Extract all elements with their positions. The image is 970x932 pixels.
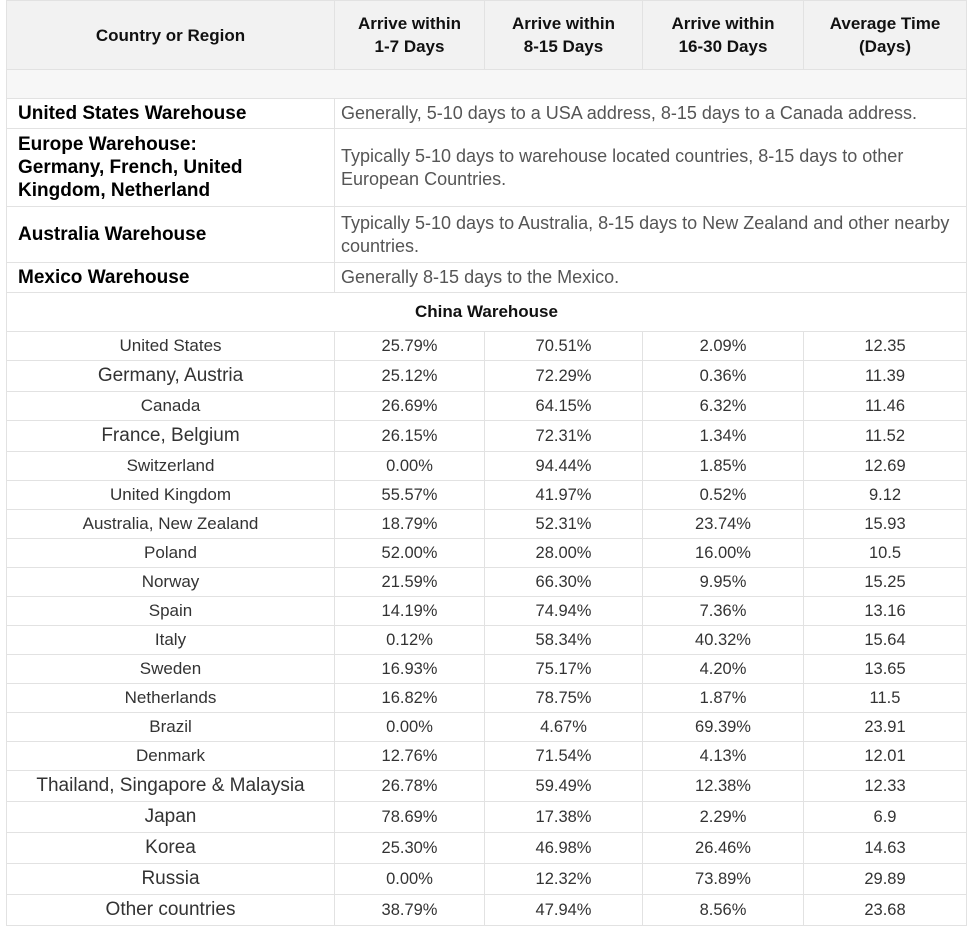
table-row xyxy=(7,742,967,771)
table-row xyxy=(7,361,967,392)
pct-16-30-cell: 26.46% xyxy=(643,833,804,864)
avg-days-cell: 23.91 xyxy=(804,713,967,742)
table-row xyxy=(7,684,967,713)
section-title: China Warehouse xyxy=(7,293,967,332)
pct-1-7-cell: 25.79% xyxy=(335,332,485,361)
pct-1-7-cell: 25.12% xyxy=(335,361,485,392)
pct-16-30-cell: 12.38% xyxy=(643,771,804,802)
table-row xyxy=(7,568,967,597)
country-cell: Spain xyxy=(7,597,335,626)
pct-16-30-cell: 23.74% xyxy=(643,510,804,539)
pct-16-30-cell: 0.52% xyxy=(643,481,804,510)
country-cell: Thailand, Singapore & Malaysia xyxy=(7,771,335,802)
pct-16-30-cell: 1.85% xyxy=(643,452,804,481)
warehouse-description: Typically 5-10 days to Australia, 8-15 days to New Zealand and other nearby countries. xyxy=(335,207,967,263)
pct-1-7-cell: 0.00% xyxy=(335,452,485,481)
pct-1-7-cell: 26.15% xyxy=(335,421,485,452)
pct-1-7-cell: 25.30% xyxy=(335,833,485,864)
pct-8-15-cell: 72.31% xyxy=(485,421,643,452)
country-cell: Other countries xyxy=(7,895,335,926)
pct-1-7-cell: 52.00% xyxy=(335,539,485,568)
country-cell: Sweden xyxy=(7,655,335,684)
avg-days-cell: 13.16 xyxy=(804,597,967,626)
pct-1-7-cell: 55.57% xyxy=(335,481,485,510)
header-row xyxy=(7,1,967,70)
pct-8-15-cell: 52.31% xyxy=(485,510,643,539)
table-row xyxy=(7,655,967,684)
pct-1-7-cell: 38.79% xyxy=(335,895,485,926)
pct-1-7-cell: 78.69% xyxy=(335,802,485,833)
warehouse-row-us xyxy=(7,99,967,129)
table-row xyxy=(7,626,967,655)
pct-8-15-cell: 59.49% xyxy=(485,771,643,802)
table-row xyxy=(7,895,967,926)
avg-days-cell: 12.69 xyxy=(804,452,967,481)
pct-8-15-cell: 47.94% xyxy=(485,895,643,926)
header-1-7-days: Arrive within 1-7 Days xyxy=(335,1,485,70)
pct-1-7-cell: 21.59% xyxy=(335,568,485,597)
country-cell: United Kingdom xyxy=(7,481,335,510)
pct-8-15-cell: 74.94% xyxy=(485,597,643,626)
table-row xyxy=(7,481,967,510)
table-row xyxy=(7,421,967,452)
pct-8-15-cell: 72.29% xyxy=(485,361,643,392)
avg-days-cell: 13.65 xyxy=(804,655,967,684)
spacer-row xyxy=(7,70,967,99)
china-warehouse-rows xyxy=(7,332,967,926)
pct-1-7-cell: 14.19% xyxy=(335,597,485,626)
pct-16-30-cell: 9.95% xyxy=(643,568,804,597)
pct-16-30-cell: 16.00% xyxy=(643,539,804,568)
header-16-30-days: Arrive within 16-30 Days xyxy=(643,1,804,70)
avg-days-cell: 9.12 xyxy=(804,481,967,510)
pct-16-30-cell: 8.56% xyxy=(643,895,804,926)
pct-8-15-cell: 66.30% xyxy=(485,568,643,597)
country-cell: Switzerland xyxy=(7,452,335,481)
pct-1-7-cell: 0.00% xyxy=(335,864,485,895)
header-8-15-days: Arrive within 8-15 Days xyxy=(485,1,643,70)
avg-days-cell: 15.64 xyxy=(804,626,967,655)
pct-1-7-cell: 0.12% xyxy=(335,626,485,655)
warehouse-name: United States Warehouse xyxy=(7,99,335,129)
warehouse-row-australia xyxy=(7,207,967,263)
pct-8-15-cell: 12.32% xyxy=(485,864,643,895)
pct-16-30-cell: 4.13% xyxy=(643,742,804,771)
pct-1-7-cell: 26.69% xyxy=(335,392,485,421)
avg-days-cell: 23.68 xyxy=(804,895,967,926)
country-cell: Norway xyxy=(7,568,335,597)
pct-16-30-cell: 7.36% xyxy=(643,597,804,626)
avg-days-cell: 11.52 xyxy=(804,421,967,452)
table-row xyxy=(7,597,967,626)
pct-1-7-cell: 0.00% xyxy=(335,713,485,742)
table-row xyxy=(7,392,967,421)
pct-16-30-cell: 6.32% xyxy=(643,392,804,421)
avg-days-cell: 12.01 xyxy=(804,742,967,771)
country-cell: Brazil xyxy=(7,713,335,742)
pct-1-7-cell: 18.79% xyxy=(335,510,485,539)
pct-1-7-cell: 26.78% xyxy=(335,771,485,802)
pct-8-15-cell: 41.97% xyxy=(485,481,643,510)
shipping-time-table xyxy=(6,0,967,926)
header-average-time: Average Time (Days) xyxy=(804,1,967,70)
country-cell: United States xyxy=(7,332,335,361)
pct-1-7-cell: 12.76% xyxy=(335,742,485,771)
country-cell: Germany, Austria xyxy=(7,361,335,392)
country-cell: Canada xyxy=(7,392,335,421)
pct-16-30-cell: 73.89% xyxy=(643,864,804,895)
table-row xyxy=(7,802,967,833)
pct-1-7-cell: 16.93% xyxy=(335,655,485,684)
avg-days-cell: 29.89 xyxy=(804,864,967,895)
country-cell: Italy xyxy=(7,626,335,655)
warehouse-name: Australia Warehouse xyxy=(7,207,335,263)
country-cell: Russia xyxy=(7,864,335,895)
pct-8-15-cell: 70.51% xyxy=(485,332,643,361)
warehouse-name: Europe Warehouse: Germany, French, United Kingdom, Netherland xyxy=(7,129,335,207)
country-cell: France, Belgium xyxy=(7,421,335,452)
avg-days-cell: 12.35 xyxy=(804,332,967,361)
table-row xyxy=(7,452,967,481)
pct-16-30-cell: 4.20% xyxy=(643,655,804,684)
warehouse-description: Generally 8-15 days to the Mexico. xyxy=(335,263,967,293)
pct-16-30-cell: 2.09% xyxy=(643,332,804,361)
pct-16-30-cell: 40.32% xyxy=(643,626,804,655)
pct-8-15-cell: 46.98% xyxy=(485,833,643,864)
warehouse-description: Typically 5-10 days to warehouse located countries, 8-15 days to other European Countries. xyxy=(335,129,967,207)
table-row xyxy=(7,713,967,742)
avg-days-cell: 10.5 xyxy=(804,539,967,568)
avg-days-cell: 11.46 xyxy=(804,392,967,421)
country-cell: Denmark xyxy=(7,742,335,771)
section-row xyxy=(7,293,967,332)
avg-days-cell: 11.5 xyxy=(804,684,967,713)
pct-8-15-cell: 4.67% xyxy=(485,713,643,742)
pct-8-15-cell: 28.00% xyxy=(485,539,643,568)
table-row xyxy=(7,539,967,568)
pct-8-15-cell: 75.17% xyxy=(485,655,643,684)
avg-days-cell: 11.39 xyxy=(804,361,967,392)
avg-days-cell: 15.25 xyxy=(804,568,967,597)
table-row xyxy=(7,332,967,361)
pct-8-15-cell: 58.34% xyxy=(485,626,643,655)
pct-1-7-cell: 16.82% xyxy=(335,684,485,713)
pct-8-15-cell: 94.44% xyxy=(485,452,643,481)
table-row xyxy=(7,833,967,864)
avg-days-cell: 6.9 xyxy=(804,802,967,833)
country-cell: Netherlands xyxy=(7,684,335,713)
pct-16-30-cell: 1.34% xyxy=(643,421,804,452)
pct-8-15-cell: 17.38% xyxy=(485,802,643,833)
warehouse-name: Mexico Warehouse xyxy=(7,263,335,293)
warehouse-row-mexico xyxy=(7,263,967,293)
pct-8-15-cell: 78.75% xyxy=(485,684,643,713)
pct-16-30-cell: 1.87% xyxy=(643,684,804,713)
pct-8-15-cell: 71.54% xyxy=(485,742,643,771)
pct-16-30-cell: 0.36% xyxy=(643,361,804,392)
country-cell: Australia, New Zealand xyxy=(7,510,335,539)
header-country: Country or Region xyxy=(7,1,335,70)
pct-16-30-cell: 2.29% xyxy=(643,802,804,833)
country-cell: Poland xyxy=(7,539,335,568)
avg-days-cell: 14.63 xyxy=(804,833,967,864)
country-cell: Japan xyxy=(7,802,335,833)
table-row xyxy=(7,864,967,895)
table-row xyxy=(7,510,967,539)
country-cell: Korea xyxy=(7,833,335,864)
pct-16-30-cell: 69.39% xyxy=(643,713,804,742)
warehouse-description: Generally, 5-10 days to a USA address, 8-15 days to a Canada address. xyxy=(335,99,967,129)
pct-8-15-cell: 64.15% xyxy=(485,392,643,421)
table-row xyxy=(7,771,967,802)
avg-days-cell: 12.33 xyxy=(804,771,967,802)
warehouse-row-europe xyxy=(7,129,967,207)
avg-days-cell: 15.93 xyxy=(804,510,967,539)
